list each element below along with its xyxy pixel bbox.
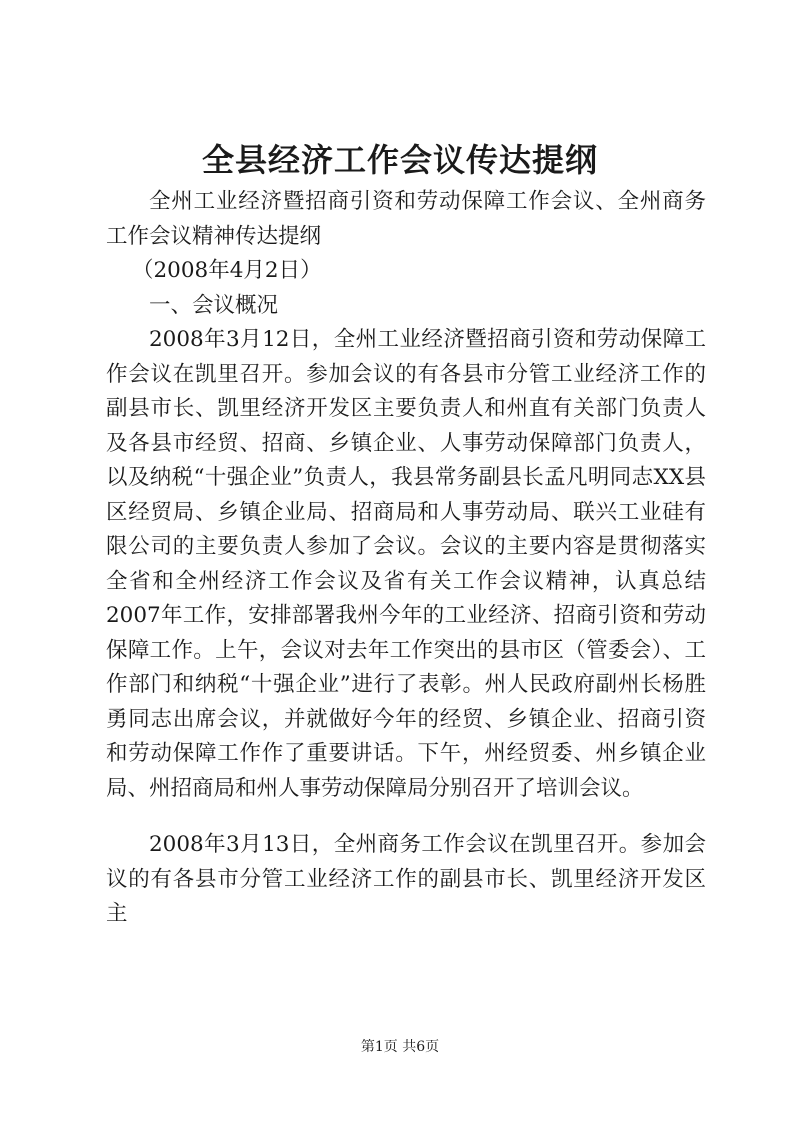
section-heading: 一、会议概况 — [149, 292, 279, 318]
body-paragraph: 2008年3月13日，全州商务工作会议在凯里召开。参加会议的有各县市分管工业经济工作的副县市长、凯里经济开发区主 — [106, 832, 706, 926]
subtitle-paragraph: 全州工业经济暨招商引资和劳动保障工作会议、全州商务工作会议精神传达提纲 — [106, 189, 706, 249]
body-paragraph: 2008年3月12日，全州工业经济暨招商引资和劳动保障工作会议在凯里召开。参加会议的有各县市分管工业经济工作的副县市长、凯里经济开发区主要负责人和州直有关部门负责人及各县市经贸、招商、乡镇企业、人事劳动保障部门负责人，以及纳税“十强企业”负责人，我县常务副县长孟凡明同志XX县区经贸局、乡镇企业局、招商局和人事劳动局、联兴工业硅有限公司的主要负责人参加了会议。会议的主要内容是贯彻落实全省和全州经济工作会议及省有关工作会议精神，认真总结2007年工作，安排部署我州今年的工业经济、招商引资和劳动保障工作。上午，会议对去年工作突出的县市区（管委会）、工作部门和纳税“十强企业”进行了表彰。州人民政府副州长杨胜勇同志出席会议，并就做好今年的经贸、乡镇企业、招商引资和劳动保障工作作了重要讲话。下午，州经贸委、州乡镇企业局、州招商局和州人事劳动保障局分别召开了培训会议。 — [106, 327, 706, 801]
page-number-footer: 第1页 共6页 — [360, 1039, 440, 1055]
date-paragraph: （2008年4月2日） — [132, 258, 322, 283]
document-title: 全县经济工作会议传达提纲 — [201, 141, 598, 179]
document-body — [106, 185, 706, 932]
